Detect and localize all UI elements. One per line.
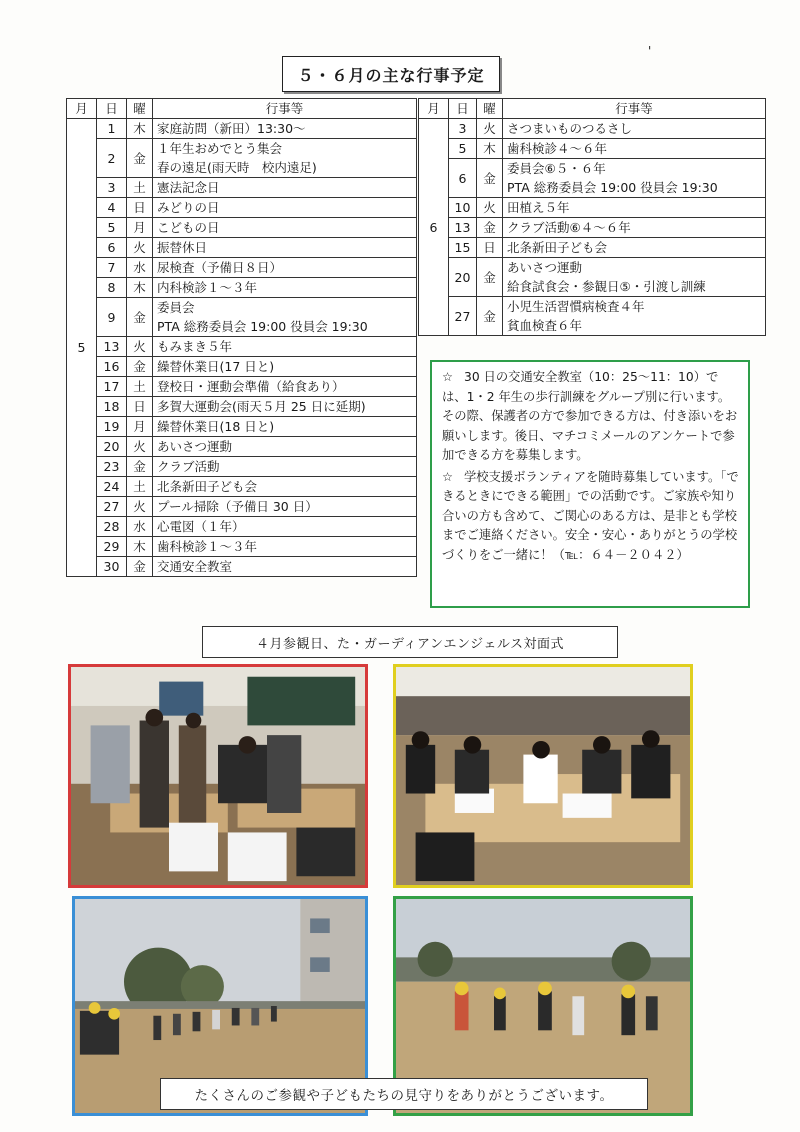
schedule-row xyxy=(67,537,417,557)
event-line: 田植え５年 xyxy=(507,200,570,215)
weekday-cell: 金 xyxy=(127,357,153,377)
event-line: 登校日・運動会準備（給食あり） xyxy=(157,379,345,394)
day-cell: 1 xyxy=(97,119,127,139)
weekday-cell: 火 xyxy=(127,238,153,258)
event-cell xyxy=(503,159,766,198)
event-line: もみまき５年 xyxy=(157,339,233,354)
event-line: 心電図（１年） xyxy=(157,519,245,534)
event-line: １年生おめでとう集会 xyxy=(157,141,283,156)
schedule-row xyxy=(67,397,417,417)
day-cell: 23 xyxy=(97,457,127,477)
weekday-cell: 木 xyxy=(127,537,153,557)
event-line: 尿検査（予備日８日） xyxy=(157,260,283,275)
schedule-row xyxy=(67,258,417,278)
weekday-cell: 日 xyxy=(127,397,153,417)
event-line: プール掃除（予備日 30 日） xyxy=(157,499,318,514)
weekday-cell: 火 xyxy=(477,198,503,218)
event-line: 北条新田子ども会 xyxy=(157,479,258,494)
event-cell xyxy=(153,178,417,198)
event-line: 家庭訪問（新田）13:30～ xyxy=(157,121,306,136)
event-line: あいさつ運動 xyxy=(507,260,583,275)
weekday-cell: 金 xyxy=(127,139,153,178)
event-line: 委員会⑥５・６年 xyxy=(507,161,606,176)
star-icon: ☆ xyxy=(442,469,454,484)
weekday-cell: 金 xyxy=(477,297,503,336)
day-cell: 24 xyxy=(97,477,127,497)
schedule-row xyxy=(419,119,766,139)
event-cell xyxy=(153,557,417,577)
event-cell xyxy=(153,517,417,537)
stray-mark: ' xyxy=(648,44,652,58)
header-weekday: 曜 xyxy=(477,99,503,119)
page-title: ５・６月の主な行事予定 xyxy=(282,56,500,92)
header-events: 行事等 xyxy=(503,99,766,119)
event-line: みどりの日 xyxy=(157,200,220,215)
day-cell: 10 xyxy=(449,198,477,218)
event-cell xyxy=(153,377,417,397)
schedule-row xyxy=(67,119,417,139)
star-icon: ☆ xyxy=(442,370,454,384)
event-line: クラブ活動⑥４～６年 xyxy=(507,220,631,235)
photo-caption: ４月参観日、た・ガーディアンエンジェルス対面式 xyxy=(202,626,618,658)
day-cell: 16 xyxy=(97,357,127,377)
schedule-row xyxy=(67,417,417,437)
event-cell xyxy=(153,218,417,238)
event-cell xyxy=(153,457,417,477)
schedule-row xyxy=(67,278,417,298)
event-line: 小児生活習慣病検査４年 xyxy=(507,299,645,314)
event-line: こどもの日 xyxy=(157,220,220,235)
day-cell: 5 xyxy=(449,139,477,159)
header-day: 日 xyxy=(97,99,127,119)
weekday-cell: 火 xyxy=(477,119,503,139)
event-line: 委員会 xyxy=(157,300,195,315)
event-line: 給食試食会・参観日⑤・引渡し訓練 xyxy=(507,279,706,294)
header-month: 月 xyxy=(67,99,97,119)
weekday-cell: 火 xyxy=(127,337,153,357)
event-cell xyxy=(153,298,417,337)
students-photo-image xyxy=(396,667,690,885)
weekday-cell: 金 xyxy=(477,258,503,297)
event-cell xyxy=(153,278,417,298)
event-cell xyxy=(503,198,766,218)
event-cell xyxy=(153,357,417,377)
event-cell xyxy=(503,139,766,159)
june-schedule-table xyxy=(418,98,766,336)
weekday-cell: 火 xyxy=(127,497,153,517)
weekday-cell: 火 xyxy=(127,437,153,457)
schedule-row xyxy=(67,437,417,457)
day-cell: 15 xyxy=(449,238,477,258)
weekday-cell: 水 xyxy=(127,258,153,278)
event-line: 憲法記念日 xyxy=(157,180,220,195)
event-cell xyxy=(153,497,417,517)
schedule-row xyxy=(67,457,417,477)
event-line: 歯科検診１～３年 xyxy=(157,539,258,554)
day-cell: 2 xyxy=(97,139,127,178)
event-cell xyxy=(153,417,417,437)
day-cell: 18 xyxy=(97,397,127,417)
weekday-cell: 金 xyxy=(127,298,153,337)
notice-box xyxy=(430,360,750,608)
event-line: 振替休日 xyxy=(157,240,208,255)
header-weekday: 曜 xyxy=(127,99,153,119)
event-cell xyxy=(153,238,417,258)
event-line: 交通安全教室 xyxy=(157,559,233,574)
event-cell xyxy=(153,258,417,278)
weekday-cell: 金 xyxy=(477,218,503,238)
day-cell: 3 xyxy=(449,119,477,139)
schedule-row xyxy=(67,477,417,497)
month-cell: 5 xyxy=(67,119,97,577)
weekday-cell: 金 xyxy=(477,159,503,198)
event-line: 歯科検診４～６年 xyxy=(507,141,608,156)
notice-item-1: ☆ 30 日の交通安全教室（10：25～11：10）では、1・2 年生の歩行訓練をグループ別に行います。その際、保護者の方で参加できる方は、付き添いをお願いします。後日、マチコミメールのアンケートで参加できる方を募集します。 xyxy=(442,370,738,462)
day-cell: 30 xyxy=(97,557,127,577)
day-cell: 8 xyxy=(97,278,127,298)
day-cell: 7 xyxy=(97,258,127,278)
day-cell: 4 xyxy=(97,198,127,218)
day-cell: 28 xyxy=(97,517,127,537)
event-cell xyxy=(153,537,417,557)
event-cell xyxy=(503,297,766,336)
event-line: さつまいものつるさし xyxy=(507,121,633,136)
day-cell: 20 xyxy=(449,258,477,297)
schedule-row xyxy=(67,377,417,397)
day-cell: 13 xyxy=(449,218,477,238)
event-cell xyxy=(153,477,417,497)
day-cell: 6 xyxy=(97,238,127,258)
day-cell: 17 xyxy=(97,377,127,397)
schedule-row xyxy=(67,517,417,537)
event-cell xyxy=(153,198,417,218)
weekday-cell: 日 xyxy=(127,198,153,218)
event-line: 繰替休業日(18 日と) xyxy=(157,419,275,434)
schedule-row xyxy=(67,337,417,357)
classroom-photo-image xyxy=(71,667,365,885)
weekday-cell: 木 xyxy=(127,278,153,298)
schedule-row xyxy=(67,198,417,218)
schedule-row xyxy=(67,557,417,577)
month-cell: 6 xyxy=(419,119,449,336)
day-cell: 5 xyxy=(97,218,127,238)
schedule-row xyxy=(419,139,766,159)
may-schedule-table xyxy=(66,98,417,577)
schedule-row xyxy=(419,297,766,336)
notice-item-2: ☆ 学校支援ボランティアを随時募集しています。「できるときにできる範囲」での活動です。ご家族や知り合いの方も含めて、ご関心のある方は、是非とも学校までご連絡ください。安全・安心・ありがとうの学校づくりをご一緒に！（℡：６４－２０４２） xyxy=(442,469,739,562)
schedule-row xyxy=(67,298,417,337)
schedule-row xyxy=(67,139,417,178)
weekday-cell: 土 xyxy=(127,178,153,198)
event-cell xyxy=(503,119,766,139)
event-line: 春の遠足(雨天時 校内遠足) xyxy=(157,160,317,175)
schedule-row xyxy=(419,198,766,218)
event-line: PTA 総務委員会 19:00 役員会 19:30 xyxy=(157,319,368,334)
schedule-row xyxy=(419,159,766,198)
event-line: 貧血検査６年 xyxy=(507,318,583,333)
photo-classroom-parents xyxy=(68,664,368,888)
day-cell: 9 xyxy=(97,298,127,337)
event-cell xyxy=(503,238,766,258)
photo-classroom-students xyxy=(393,664,693,888)
event-cell xyxy=(503,218,766,238)
schedule-row xyxy=(67,357,417,377)
weekday-cell: 土 xyxy=(127,377,153,397)
event-cell xyxy=(153,397,417,417)
event-line: 内科検診１～３年 xyxy=(157,280,258,295)
schedule-row xyxy=(419,238,766,258)
day-cell: 13 xyxy=(97,337,127,357)
event-cell xyxy=(153,437,417,457)
schedule-row xyxy=(67,497,417,517)
schedule-row xyxy=(67,178,417,198)
day-cell: 29 xyxy=(97,537,127,557)
event-line: 北条新田子ども会 xyxy=(507,240,608,255)
schedule-row xyxy=(419,258,766,297)
event-line: PTA 総務委員会 19:00 役員会 19:30 xyxy=(507,180,718,195)
day-cell: 20 xyxy=(97,437,127,457)
event-line: クラブ活動 xyxy=(157,459,220,474)
event-line: 繰替休業日(17 日と) xyxy=(157,359,275,374)
weekday-cell: 土 xyxy=(127,477,153,497)
day-cell: 27 xyxy=(449,297,477,336)
event-cell xyxy=(503,258,766,297)
event-cell xyxy=(153,139,417,178)
schedule-row xyxy=(419,218,766,238)
weekday-cell: 水 xyxy=(127,517,153,537)
weekday-cell: 木 xyxy=(477,139,503,159)
weekday-cell: 金 xyxy=(127,457,153,477)
header-events: 行事等 xyxy=(153,99,417,119)
header-day: 日 xyxy=(449,99,477,119)
day-cell: 3 xyxy=(97,178,127,198)
weekday-cell: 月 xyxy=(127,218,153,238)
day-cell: 27 xyxy=(97,497,127,517)
schedule-row xyxy=(67,238,417,258)
schedule-row xyxy=(67,218,417,238)
event-cell xyxy=(153,119,417,139)
weekday-cell: 木 xyxy=(127,119,153,139)
event-line: あいさつ運動 xyxy=(157,439,233,454)
event-cell xyxy=(153,337,417,357)
event-line: 多賀大運動会(雨天５月 25 日に延期) xyxy=(157,399,366,414)
thanks-banner: たくさんのご参観や子どもたちの見守りをありがとうございます。 xyxy=(160,1078,648,1110)
weekday-cell: 月 xyxy=(127,417,153,437)
weekday-cell: 金 xyxy=(127,557,153,577)
header-month: 月 xyxy=(419,99,449,119)
day-cell: 6 xyxy=(449,159,477,198)
day-cell: 19 xyxy=(97,417,127,437)
weekday-cell: 日 xyxy=(477,238,503,258)
